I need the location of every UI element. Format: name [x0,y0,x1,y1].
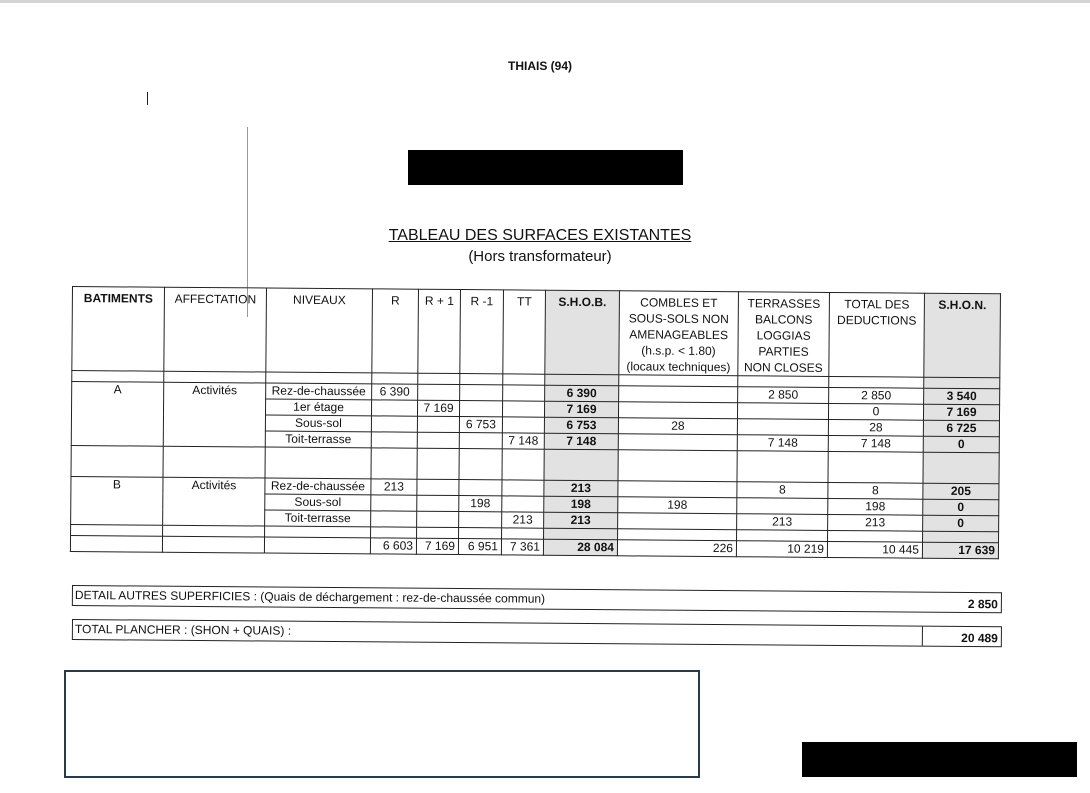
terrasses-cell: 2 850 [738,387,829,404]
combles-cell [618,402,737,419]
shon-cell: 7 169 [923,404,999,421]
shon-cell: 6 725 [923,420,999,437]
terrasses-cell [737,498,828,515]
header-terrasses-line: NON CLOSES [743,360,823,375]
r1-cell [417,511,459,527]
header-tt: TT [503,290,546,374]
header-deductions-line: DEDUCTIONS [837,313,917,328]
niveau-cell: Rez-de-chaussée [265,478,371,495]
deductions-cell: 0 [828,403,923,420]
header-r1: R + 1 [418,289,461,373]
shob-cell: 7 169 [544,401,618,418]
tt-cell [502,480,544,496]
total-plancher-divider [922,627,923,646]
r-cell [371,432,417,448]
r-cell [371,511,417,527]
table-subtitle: (Hors transformateur) [468,248,612,265]
r1-cell [417,479,459,495]
combles-cell [618,513,737,530]
header-combles [619,291,739,376]
detail-autres-superficies [72,585,1002,613]
total-shon: 17 639 [922,542,998,559]
detail-value: 2 850 [967,597,998,612]
rm1-cell [459,480,502,496]
combles-cell: 28 [618,418,737,435]
r1-cell [417,432,459,448]
tt-cell [502,417,544,433]
shon-cell: 0 [923,499,999,516]
deductions-cell: 28 [828,419,923,436]
building-affectation: Activités [163,382,265,447]
terrasses-cell [737,403,828,420]
total-terrasses: 10 219 [736,541,827,558]
rm1-cell [460,385,503,401]
header-r: R [372,289,419,373]
surfaces-table [70,286,1001,559]
deductions-cell: 213 [828,514,923,531]
header-combles-line: (h.s.p. < 1.80) [641,343,716,359]
header-rm1: R -1 [460,290,504,374]
header-shon: S.H.O.N. [924,293,1001,378]
top-border [0,0,1090,3]
redaction-bottom [802,742,1077,777]
total-plancher-label: TOTAL PLANCHER : (SHON + QUAIS) : [74,622,292,638]
combles-cell [618,434,737,451]
r1-cell [417,416,459,432]
shob-cell: 213 [544,512,618,529]
r-cell [371,495,417,511]
shob-cell: 198 [544,496,618,513]
niveau-cell: Sous-sol [265,415,371,432]
header-batiments: BATIMENTS [72,287,165,372]
combles-cell [619,386,738,403]
niveau-cell: Toit-terrasse [265,510,371,527]
table-title: TABLEAU DES SURFACES EXISTANTES [388,227,692,244]
header-terrasses-line: LOGGIAS [756,328,811,343]
terrasses-cell: 213 [737,514,828,531]
tt-cell [502,401,544,417]
tt-cell [502,496,544,512]
signature-frame [64,670,700,778]
terrasses-cell: 7 148 [737,435,828,452]
redaction-top [408,150,683,185]
terrasses-cell: 8 [737,482,828,499]
shob-cell: 213 [544,480,618,497]
tt-cell [503,385,545,401]
rm1-cell [459,433,502,449]
deductions-cell: 7 148 [828,435,923,452]
shon-cell: 3 540 [924,388,1000,405]
niveau-cell: Rez-de-chaussée [266,383,372,400]
table-header-row [72,287,1001,378]
header-deductions [829,292,925,377]
shob-cell: 6 390 [545,385,619,402]
header-combles-line: SOUS-SOLS NON [628,311,729,327]
header-shob: S.H.O.B. [545,290,620,375]
shob-cell: 7 148 [544,433,618,450]
header-combles-line: COMBLES ET [640,295,718,311]
total-plancher-value: 20 489 [961,630,998,646]
city-heading: THIAIS (94) [507,59,572,73]
shon-cell: 0 [923,436,999,453]
header-combles-line: AMENAGEABLES [629,327,729,343]
rm1-cell [459,512,502,528]
building-code: A [71,382,163,447]
shon-cell: 205 [923,483,999,500]
total-plancher [72,619,1002,647]
niveau-cell: 1er étage [265,399,371,416]
r1-cell [417,495,459,511]
tt-cell: 7 148 [502,433,544,449]
header-affectation: AFFECTATION [164,287,267,372]
niveau-cell: Sous-sol [265,494,371,511]
total-shob: 28 084 [543,539,617,556]
header-combles-line: (locaux techniques) [626,359,731,375]
total-r1: 7 169 [416,538,458,554]
r-cell [371,416,417,432]
detail-label: DETAIL AUTRES SUPERFICIES : (Quais de déchargement : rez-de-chaussée commun) [74,588,546,606]
terrasses-cell [737,419,828,436]
shon-cell: 0 [923,515,999,532]
total-rm1: 6 951 [458,539,501,555]
r1-cell [418,384,460,400]
header-terrasses-line: BALCONS [755,312,813,327]
r1-cell: 7 169 [417,400,459,416]
niveau-cell: Toit-terrasse [265,431,371,448]
deductions-cell: 2 850 [829,387,924,404]
total-tt: 7 361 [501,539,543,555]
deductions-cell: 198 [828,498,923,515]
r-cell [371,400,417,416]
combles-cell [618,481,737,498]
deductions-cell: 8 [828,482,923,499]
header-terrasses [738,292,830,377]
header-niveaux: NIVEAUX [266,288,373,373]
combles-cell: 198 [618,497,737,514]
r-cell: 213 [371,479,417,495]
building-code: B [71,476,163,525]
header-terrasses-line: TERRASSES [747,296,821,311]
total-r: 6 603 [370,538,416,554]
header-terrasses-line: PARTIES [758,344,809,359]
total-combles: 226 [617,540,736,557]
rm1-cell [459,401,502,417]
rm1-cell: 198 [459,496,502,512]
text-cursor [147,92,148,105]
total-deductions: 10 445 [827,541,922,558]
rm1-cell: 6 753 [459,417,502,433]
tt-cell: 213 [502,512,544,528]
shob-cell: 6 753 [544,417,618,434]
header-deductions-line: TOTAL DES [844,297,910,312]
building-affectation: Activités [163,477,265,526]
r-cell: 6 390 [372,384,418,400]
